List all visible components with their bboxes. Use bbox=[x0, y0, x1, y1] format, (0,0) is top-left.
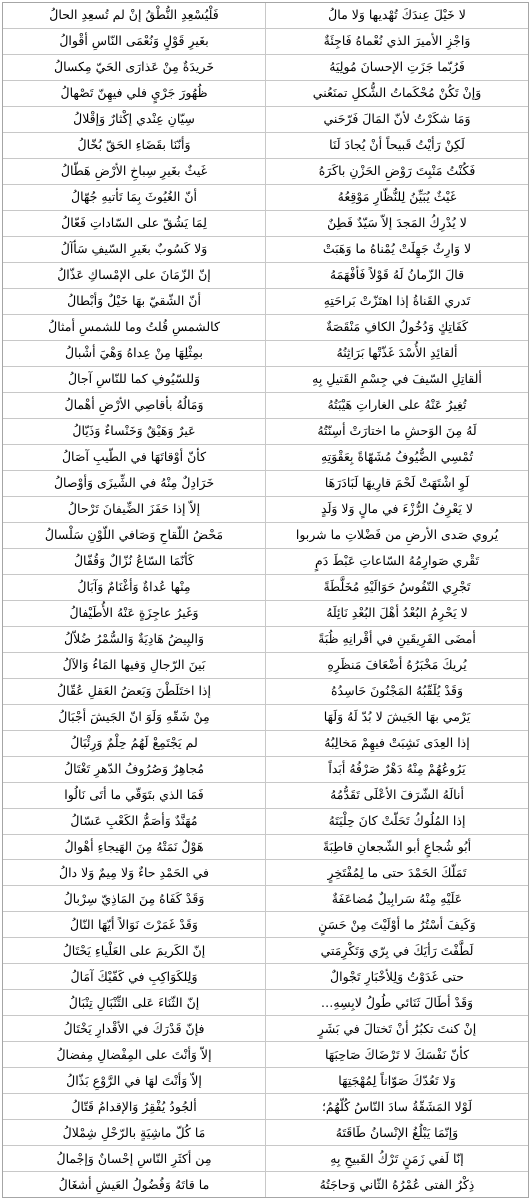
verse-second-hemistich: إنّ الثّنَاءَ عَلى التِّنْبَالِ تِنْبَالُ bbox=[68, 994, 200, 1010]
verse-row bbox=[3, 912, 528, 938]
verse-second-hemistich: وَلا كَسُوبٌ بغَيرِ السّيفِ سَأآلُ bbox=[60, 241, 208, 257]
verse-second-hemistich: مُهَنَّدٌ وَأصَمُّ الكَعْبِ عَسّالُ bbox=[70, 812, 198, 828]
verse-row bbox=[3, 107, 528, 133]
verse-row bbox=[3, 1146, 528, 1172]
verse-row bbox=[3, 263, 528, 289]
verse-first-hemistich: وَقَدْ يُلَقّبُهُ المَجْنُونَ حَاسِدُهُ bbox=[265, 679, 528, 704]
verse-row bbox=[3, 341, 528, 367]
verse-row bbox=[3, 367, 528, 393]
verse-first-hemistich: ذِكْرُ الفتى عُمْرُهُ الثّاني وَحاجَتُهُ bbox=[265, 1172, 528, 1197]
verse-second-hemistich: ألجُودُ يُفْقِرُ وَالإقدامُ قَتّالُ bbox=[71, 1098, 197, 1114]
verse-row bbox=[3, 445, 528, 471]
verse-first-hemistich: تَدري القَناةُ إذا اهتَزّتْ بَراحَتِهِ bbox=[265, 289, 528, 314]
verse-first-hemistich: قالَ الزّمانُ لَهُ قَوْلاً فَأفْهَمَهُ bbox=[265, 263, 528, 288]
verse-row bbox=[3, 159, 528, 185]
verse-row bbox=[3, 3, 528, 29]
verse-second-hemistich: بغَيرِ قَوْلٍ وَنُعْمَى النّاسِ أقْوالُ bbox=[59, 33, 209, 49]
verse-row bbox=[3, 653, 528, 679]
verse-row bbox=[3, 1068, 528, 1094]
verse-row bbox=[3, 757, 528, 783]
verse-row bbox=[3, 497, 528, 523]
verse-second-hemistich: هَوْلٌ نَمَتْهُ مِنَ الهَيجاءِ أهْوالُ bbox=[64, 838, 204, 854]
verse-first-hemistich: تُمْسِي الضُّيُوفُ مُشَهّاةً بِعَقْوَتِهِ bbox=[265, 445, 528, 470]
verse-second-hemistich: ظُهُورَ جَرْيٍ فلي فيهِنّ تَصْهالُ bbox=[60, 85, 208, 101]
verse-first-hemistich: وَكَيفَ أسْتُرُ ما أوْلَيْتَ مِنْ حَسَنٍ bbox=[265, 912, 528, 937]
verse-first-hemistich: فَكُنْتُ مَنْبِتَ رَوْضِ الحَزْنِ باكَرَهُ bbox=[265, 159, 528, 184]
verse-second-hemistich: إنّ الزّمَانَ على الإمْساكِ عَذّالُ bbox=[57, 267, 211, 283]
verse-second-hemistich: وَقَدْ كَفَاهُ مِنَ المَاذِيّ سِرْبالُ bbox=[63, 890, 205, 906]
verse-first-hemistich: تُغِيرُ عَنْهُ على الغاراتِ هَيْبَتُهُ bbox=[265, 393, 528, 418]
verse-row bbox=[3, 1120, 528, 1146]
verse-second-hemistich: وَأنّنَا بقَضَاءِ الحَقّ بُخّالُ bbox=[77, 137, 191, 153]
verse-row bbox=[3, 679, 528, 705]
verse-row bbox=[3, 393, 528, 419]
verse-row bbox=[3, 419, 528, 445]
verse-first-hemistich: وَاجْزِ الأميرَ الذي نُعْماهُ فَاجِئَةٌ bbox=[265, 29, 528, 54]
verse-second-hemistich: أنّ الشّقيّ بهَا خَيْلٌ وَأبْطالُ bbox=[67, 293, 201, 309]
verse-second-hemistich: مِنْها عُداةٌ وَأغْنَامٌ وَآبَالُ bbox=[77, 578, 191, 594]
verse-first-hemistich: فَرُبّما جَزَتِ الإحسانَ مُولِيَهُ bbox=[265, 55, 528, 80]
verse-row bbox=[3, 523, 528, 549]
verse-first-hemistich: أبُو شُجاعٍ أبو الشّجعانِ قاطِبَةً bbox=[265, 835, 528, 860]
verse-row bbox=[3, 938, 528, 964]
verse-second-hemistich: كأنّ أوْقاتَهَا في الطّيبِ آصَالُ bbox=[61, 448, 207, 464]
verse-second-hemistich: إذا اختَلَطْنَ وَبَعضُ العَقلِ عُقّالُ bbox=[57, 682, 211, 698]
verse-row bbox=[3, 315, 528, 341]
verse-second-hemistich: كَأنّمَا السّاعُ نُزّالٌ وَقُفّالُ bbox=[73, 552, 195, 568]
verse-row bbox=[3, 471, 528, 497]
verse-second-hemistich: بمِثْلِهَا مِنْ عِداهُ وَهْيَ أشْبالُ bbox=[65, 345, 203, 361]
verse-second-hemistich: سِيّانِ عِنْدي إكْثارٌ وَإقْلالُ bbox=[73, 111, 195, 127]
verse-row bbox=[3, 964, 528, 990]
verse-second-hemistich: خَريدَةٌ مِنْ عَذارَى الحَيّ مِكسالُ bbox=[53, 59, 215, 75]
verse-second-hemistich: وَمَالُهُ بأقاصِي الأرْضِ أهْمالُ bbox=[64, 397, 204, 412]
verse-second-hemistich: إلاّ وَأنْتَ لهَا في الرَّوْعِ بَذّالُ bbox=[66, 1072, 202, 1088]
verse-second-hemistich: لِمَا يَشُقّ على السّاداتِ فَعّالُ bbox=[61, 215, 207, 231]
verse-row bbox=[3, 886, 528, 912]
verse-second-hemistich: غَيثٌ بغَيرِ سِباخِ الأرْضِ هَطّالُ bbox=[60, 163, 208, 179]
verse-first-hemistich: كَفَاتِكٍ وَدُخُولُ الكافِ مَنْقَصَةٌ bbox=[265, 315, 528, 340]
verse-second-hemistich: وَغَيرُ عاجِزَةٍ عَنْهُ الأُطَيْفالُ bbox=[69, 604, 199, 620]
verse-first-hemistich: ألقاتِلِ السّيفَ في جِسْمِ القَتيلِ بِهِ bbox=[265, 367, 528, 392]
verse-first-hemistich: إذا المُلُوكُ تَحَلّتْ كانَ حِلْيَتَهُ bbox=[265, 809, 528, 834]
verse-row bbox=[3, 55, 528, 81]
verse-second-hemistich: فَلْيُسْعِدِ النُّطْقُ إنْ لم تُسعِدِ الحالُ bbox=[49, 7, 219, 23]
verse-row bbox=[3, 835, 528, 861]
verse-row bbox=[3, 1016, 528, 1042]
verse-first-hemistich: لا يُدْرِكُ المَجدَ إلاّ سَيّدٌ فَطِنٌ bbox=[265, 211, 528, 236]
verse-second-hemistich: وَللسّيُوفِ كما للنّاسِ آجالُ bbox=[67, 371, 201, 387]
verse-second-hemistich: لم يَجْتَمِعْ لَهُمُ حِلْمٌ وَرِئْبَالُ bbox=[70, 734, 198, 750]
verse-row bbox=[3, 237, 528, 263]
verse-second-hemistich: فإنّ قَدْرَكَ في الأقْدارِ يَخْتَالُ bbox=[63, 1020, 205, 1036]
verse-row bbox=[3, 1094, 528, 1120]
verse-first-hemistich: إنّا لَفي زَمَنٍ تَرْكُ القَبيحِ بِهِ bbox=[265, 1146, 528, 1171]
verse-first-hemistich: أمضَى الفَرِيقَينِ في أقْرانِهِ ظُبَةً bbox=[265, 627, 528, 652]
verse-second-hemistich: كالشمسِ قُلتُ وما للشمسِ أمثالُ bbox=[48, 319, 220, 335]
verse-first-hemistich: لا خَيْلَ عِندَكَ تُهْديها وَلا مالُ bbox=[265, 3, 528, 28]
verse-second-hemistich: عَيرٌ وَهَيْقٌ وَخَنْساءٌ وَذَيّالُ bbox=[72, 422, 196, 438]
verse-first-hemistich: يُروي صَدى الأرضِ من فَضْلاتِ ما شربوا bbox=[265, 523, 528, 548]
verse-row bbox=[3, 185, 528, 211]
verse-first-hemistich: يَرُوعُهُمْ مِنْهُ دَهْرٌ صَرْفُهُ أبَداً bbox=[265, 757, 528, 782]
verse-second-hemistich: إلاّ وَأنْتَ على المِفْضالِ مِفضالُ bbox=[56, 1046, 212, 1062]
verse-row bbox=[3, 549, 528, 575]
verse-second-hemistich: بَينَ الرّجالِ وَفيها المَاءُ وَالآلُ bbox=[62, 656, 206, 672]
verse-second-hemistich: في الحَمْدِ حاءٌ وَلا مِيمٌ وَلا دالُ bbox=[58, 864, 210, 880]
verse-first-hemistich: وَقَدْ أطَالَ ثَنَائي طُولُ لابِسِهِ… bbox=[265, 990, 528, 1015]
verse-second-hemistich: مُجاهِرٌ وَصُرُوفُ الدّهرِ تَغْتَالُ bbox=[63, 760, 205, 776]
verse-row bbox=[3, 990, 528, 1016]
verse-row bbox=[3, 29, 528, 55]
verse-first-hemistich: لَطَّفْتَ رَأيَكَ في بِرّي وَتَكْرِمَتي bbox=[265, 938, 528, 963]
verse-second-hemistich: وَالبِيضُ هَادِيَةٌ وَالسُّمْرُ ضُلاّلُ bbox=[64, 630, 204, 646]
verse-row bbox=[3, 731, 528, 757]
verse-row bbox=[3, 705, 528, 731]
verse-row bbox=[3, 1042, 528, 1068]
verse-row bbox=[3, 860, 528, 886]
verse-first-hemistich: تَجْرِي النّفُوسُ حَوَالَيْهِ مُخَلَّطَةً bbox=[265, 575, 528, 600]
verse-first-hemistich: لا يَحْرِمُ البُعْدُ أهْلَ البُعْدِ نَائِلَهُ bbox=[265, 601, 528, 626]
verse-row bbox=[3, 575, 528, 601]
verse-first-hemistich: لَوِ اشْتَهَتْ لَحْمَ قارِيهَا لَبَادَرَهَا bbox=[265, 471, 528, 496]
verse-first-hemistich: لَوْلا المَشَقّةُ سادَ النّاسُ كُلّهُمُ؛ bbox=[265, 1094, 528, 1119]
verse-first-hemistich: أنالَهُ الشّرَفَ الأعْلَى تَقَدُّمُهُ bbox=[265, 783, 528, 808]
verse-second-hemistich: مِن أكثَرِ النّاسِ إحْسانٌ وَإجْمالُ bbox=[56, 1150, 212, 1166]
verse-second-hemistich: إلاّ إذا حَفَزَ الضِّيفانَ تَرْحالُ bbox=[67, 500, 201, 516]
verse-first-hemistich: يَرْمي بهَا الجَيشَ لا بُدّ لَهُ وَلَهَا bbox=[265, 705, 528, 730]
verse-first-hemistich: غَيْثٌ يُبَيِّنُ لِلنُّظّارِ مَوْقِعُهُ bbox=[265, 185, 528, 210]
verse-first-hemistich: إذا العِدَى نَشِبَتْ فيهِمْ مَخالِبُهُ bbox=[265, 731, 528, 756]
verse-row bbox=[3, 627, 528, 653]
verse-row bbox=[3, 133, 528, 159]
verse-first-hemistich: كأنّ نَفْسَكَ لا تَرْضَاكَ صَاحِبَهَا bbox=[265, 1042, 528, 1067]
verse-second-hemistich: مِنْ شَقّهِ وَلَوَ انّ الجَيشَ أجْبَالُ bbox=[58, 708, 210, 724]
verse-first-hemistich: حتى غَدَوْتُ وَلِلأخْبَارِ تَجْوالٌ bbox=[265, 964, 528, 989]
verse-first-hemistich: تَقْري صَوارِمُهُ السّاعاتِ عَبْطَ دَمٍ bbox=[265, 549, 528, 574]
verse-row bbox=[3, 783, 528, 809]
verse-second-hemistich: فَمَا الذي بتَوَقّي ما أتَى نَالُوا bbox=[64, 786, 204, 802]
verse-row bbox=[3, 809, 528, 835]
verse-row bbox=[3, 1172, 528, 1197]
verse-second-hemistich: مَا كُلّ ماشِيَةٍ بالرّحْلِ شِمْلالُ bbox=[62, 1124, 206, 1140]
verse-second-hemistich: مَحْضُ اللّقاحِ وَصَافي اللّوْنِ سَلْسالُ bbox=[44, 526, 224, 542]
verse-first-hemistich: إنْ كنتَ تكبُرُ أنْ تَختالَ في بَشَرٍ bbox=[265, 1016, 528, 1041]
verse-first-hemistich: ألقائِدِ الأُسْدَ غَذّتْها بَرَاثِنُهُ bbox=[265, 341, 528, 366]
verse-first-hemistich: لَهُ مِنَ الوَحشِ ما اختارَتْ أسِنّتُهُ bbox=[265, 419, 528, 444]
verse-row bbox=[3, 289, 528, 315]
verse-row bbox=[3, 211, 528, 237]
verse-second-hemistich: أنّ الغُيُوثَ بِمَا تَأتيهِ جُهّالُ bbox=[71, 189, 197, 205]
verse-first-hemistich: عَلَيْهِ مِنْهُ سَرابِيلٌ مُضاعَفَةٌ bbox=[265, 886, 528, 911]
verse-first-hemistich: وَإنّمَا يَبْلُغُ الإنْسانُ طَاقَتَهُ bbox=[265, 1120, 528, 1145]
verse-first-hemistich: لَكِنْ رَأيْتُ قَبيحاً أنْ يُجادَ لَنَا bbox=[265, 133, 528, 158]
verse-second-hemistich: وَقَدْ غَمَرْتَ نَوَالاً أيّهَا النّالُ bbox=[70, 916, 198, 932]
verse-second-hemistich: وَلِلكَوَاكِبِ في كَفّيْكَ آمَالُ bbox=[70, 968, 198, 984]
poem-table bbox=[2, 2, 529, 1198]
verse-first-hemistich: وَمَا شكَرْتُ لأنّ المَالَ فَرّحَني bbox=[265, 107, 528, 132]
verse-first-hemistich: لا وَارِثٌ جَهِلَتْ يُمْناهُ ما وَهَبَتْ bbox=[265, 237, 528, 262]
verse-first-hemistich: وَإنْ تَكُنْ مُحْكَماتُ الشُّكلِ تمنَعُني bbox=[265, 81, 528, 106]
verse-first-hemistich: يُريكَ مَخْبَرُهُ أضْعَافَ مَنظَرِهِ bbox=[265, 653, 528, 678]
verse-first-hemistich: لا يَعْرِفُ الرُّزْءَ في مالٍ وَلا وَلَدٍ bbox=[265, 497, 528, 522]
verse-row bbox=[3, 601, 528, 627]
verse-first-hemistich: وَلا تَعُدّكَ صَوّاناً لِمُهْجَتِهَا bbox=[265, 1068, 528, 1093]
verse-first-hemistich: تَمَلّكَ الحَمْدَ حتى ما لِمُفْتَخِرٍ bbox=[265, 860, 528, 885]
verse-second-hemistich: ما قاتَهُ وَفُضُولُ العَيشِ أشغَالُ bbox=[58, 1176, 210, 1192]
verse-second-hemistich: إنّ الكَريمَ على العَلْياءِ يَحْتَالُ bbox=[62, 942, 206, 958]
verse-row bbox=[3, 81, 528, 107]
verse-second-hemistich: خَرَادِلٌ مِنْهُ في الشِّيزَى وَأوْصالُ bbox=[53, 474, 215, 490]
